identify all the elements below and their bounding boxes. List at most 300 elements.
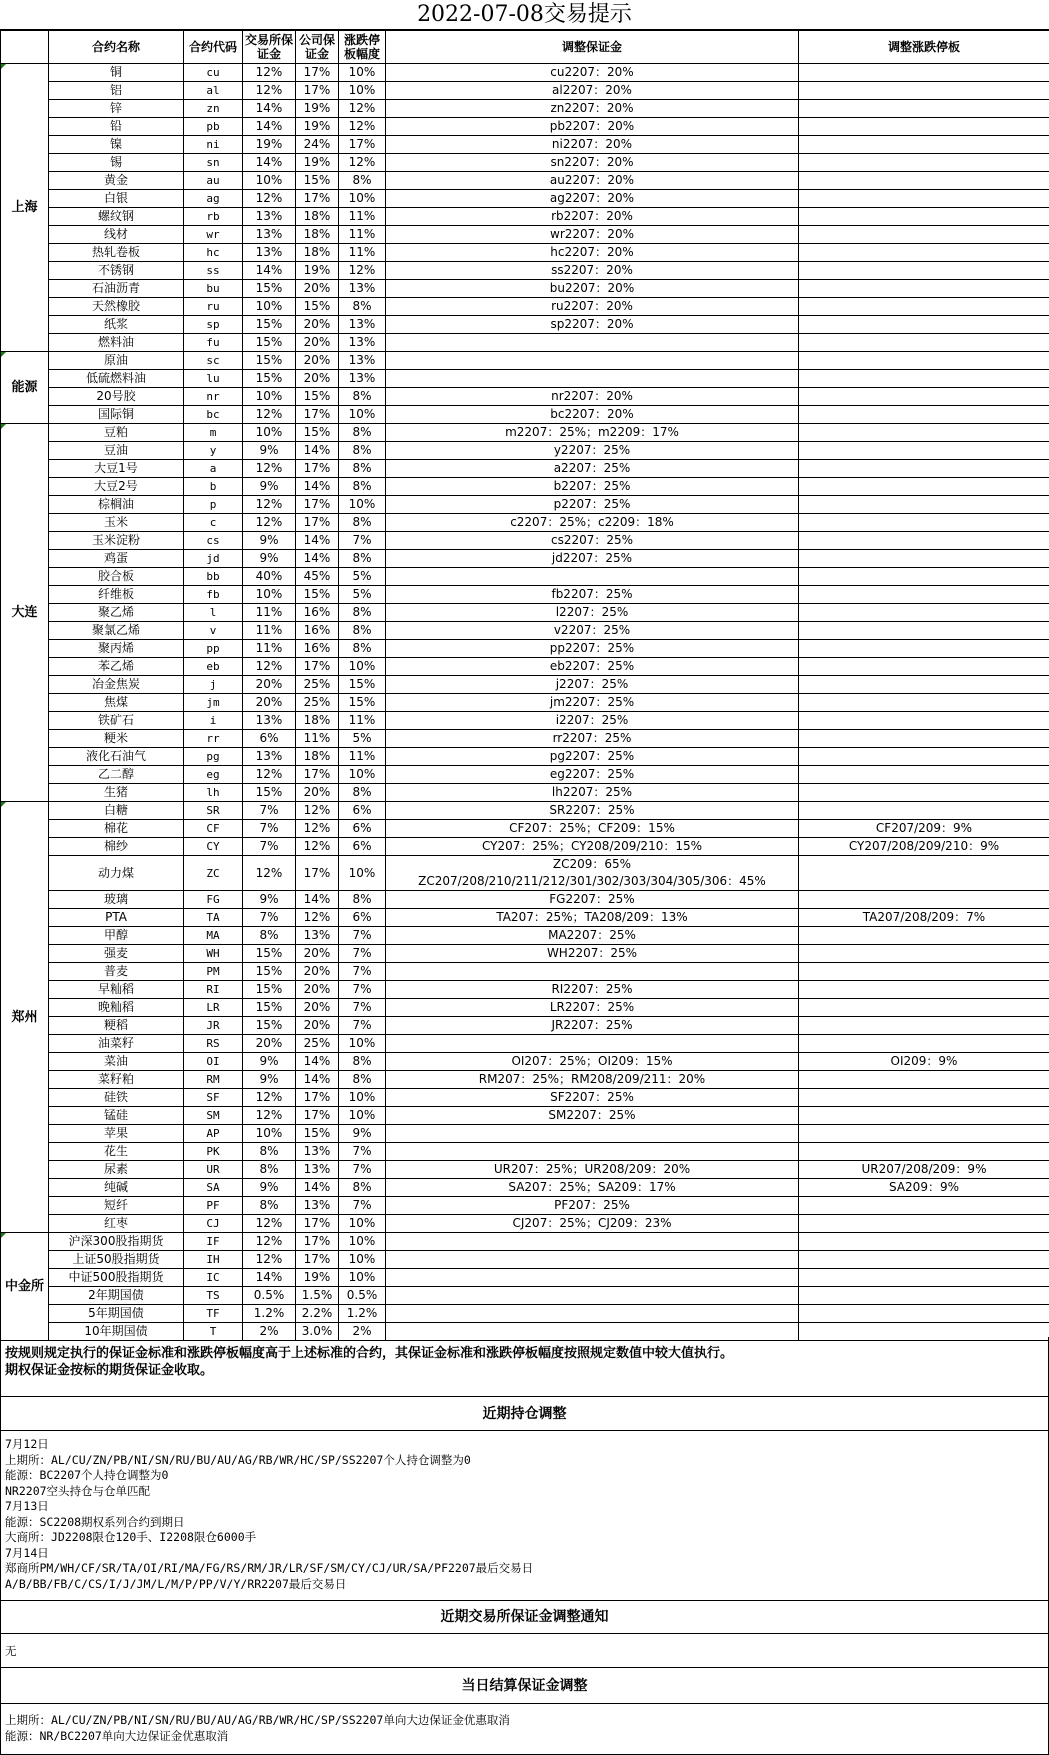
- cell-limit: 8%: [339, 891, 386, 909]
- cell-limit: 8%: [339, 460, 386, 478]
- cell-company-margin: 17%: [296, 460, 339, 478]
- cell-adjust-limit: CF207/209：9%: [799, 820, 1049, 838]
- cell-name: 镍: [49, 136, 184, 154]
- cell-name: 燃料油: [49, 334, 184, 352]
- cell-limit: 8%: [339, 604, 386, 622]
- table-row: [1, 460, 1049, 478]
- cell-adjust-limit: [799, 658, 1049, 676]
- cell-name: 2年期国债: [49, 1287, 184, 1305]
- cell-limit: 10%: [339, 190, 386, 208]
- cell-company-margin: 24%: [296, 136, 339, 154]
- table-row: [1, 298, 1049, 316]
- cell-company-margin: 17%: [296, 856, 339, 891]
- cell-limit: 13%: [339, 280, 386, 298]
- cell-adjust-limit: [799, 1089, 1049, 1107]
- cell-name: 苯乙烯: [49, 658, 184, 676]
- table-row: [1, 640, 1049, 658]
- cell-code: jm: [184, 694, 243, 712]
- cell-adjust-limit: [799, 478, 1049, 496]
- cell-limit: 8%: [339, 550, 386, 568]
- cell-code: PK: [184, 1143, 243, 1161]
- cell-adjust-limit: [799, 334, 1049, 352]
- cell-name: 动力煤: [49, 856, 184, 891]
- cell-company-margin: 25%: [296, 1035, 339, 1053]
- cell-adjust-margin: jd2207：25%: [386, 550, 799, 568]
- cell-company-margin: 17%: [296, 82, 339, 100]
- cell-adjust-margin: ru2207：20%: [386, 298, 799, 316]
- cell-company-margin: 18%: [296, 748, 339, 766]
- cell-code: IF: [184, 1233, 243, 1251]
- table-row: [1, 352, 1049, 370]
- cell-limit: 11%: [339, 748, 386, 766]
- cell-name: 纯碱: [49, 1179, 184, 1197]
- cell-adjust-limit: [799, 640, 1049, 658]
- cell-limit: 8%: [339, 514, 386, 532]
- cell-limit: 6%: [339, 820, 386, 838]
- cell-adjust-margin: ss2207：20%: [386, 262, 799, 280]
- cell-exchange-margin: 9%: [243, 1071, 296, 1089]
- text-line: 能源：NR/BC2207单向大边保证金优惠取消: [5, 1728, 229, 1743]
- text-line: 郑商所PM/WH/CF/SR/TA/OI/RI/MA/FG/RS/RM/JR/LR/SF/SM/CY/CJ/UR/SA/PF2207最后交易日: [5, 1561, 534, 1575]
- cell-company-margin: 17%: [296, 496, 339, 514]
- cell-adjust-margin: LR2207：25%: [386, 999, 799, 1017]
- cell-name: 线材: [49, 226, 184, 244]
- cell-code: j: [184, 676, 243, 694]
- cell-adjust-limit: [799, 748, 1049, 766]
- cell-company-margin: 3.0%: [296, 1323, 339, 1341]
- header-exchange-margin: 交易所保证金: [243, 31, 296, 64]
- cell-name: 白糖: [49, 802, 184, 820]
- cell-company-margin: 14%: [296, 478, 339, 496]
- table-header: [1, 31, 1049, 64]
- cell-name: 棉纱: [49, 838, 184, 856]
- cell-limit: 10%: [339, 406, 386, 424]
- cell-limit: 8%: [339, 622, 386, 640]
- cell-code: m: [184, 424, 243, 442]
- cell-limit: 10%: [339, 1215, 386, 1233]
- cell-name: 天然橡胶: [49, 298, 184, 316]
- cell-code: ru: [184, 298, 243, 316]
- cell-adjust-margin: eg2207：25%: [386, 766, 799, 784]
- cell-limit: 11%: [339, 226, 386, 244]
- table-row: [1, 1035, 1049, 1053]
- table-row: [1, 694, 1049, 712]
- cell-code: a: [184, 460, 243, 478]
- cell-limit: 7%: [339, 532, 386, 550]
- table-row: [1, 424, 1049, 442]
- cell-adjust-limit: [799, 586, 1049, 604]
- cell-name: 聚丙烯: [49, 640, 184, 658]
- cell-adjust-limit: [799, 1143, 1049, 1161]
- cell-code: al: [184, 82, 243, 100]
- cell-adjust-margin: [386, 1035, 799, 1053]
- cell-adjust-margin: [386, 370, 799, 388]
- cell-limit: 7%: [339, 1143, 386, 1161]
- cell-code: bb: [184, 568, 243, 586]
- cell-company-margin: 13%: [296, 1161, 339, 1179]
- cell-company-margin: 19%: [296, 1269, 339, 1287]
- cell-name: 冶金焦炭: [49, 676, 184, 694]
- cell-limit: 8%: [339, 298, 386, 316]
- settlement-adjust-title: 当日结算保证金调整: [0, 1668, 1049, 1704]
- cell-exchange-margin: 13%: [243, 226, 296, 244]
- table-row: [1, 586, 1049, 604]
- cell-limit: 7%: [339, 1197, 386, 1215]
- cell-limit: 13%: [339, 334, 386, 352]
- exchange-cell: 大连: [1, 424, 49, 802]
- cell-code: zn: [184, 100, 243, 118]
- cell-exchange-margin: 15%: [243, 784, 296, 802]
- table-row: [1, 1269, 1049, 1287]
- table-row: [1, 316, 1049, 334]
- cell-code: lh: [184, 784, 243, 802]
- cell-code: au: [184, 172, 243, 190]
- header-company-margin: 公司保证金: [296, 31, 339, 64]
- cell-exchange-margin: 20%: [243, 1035, 296, 1053]
- cell-name: 早籼稻: [49, 981, 184, 999]
- cell-company-margin: 14%: [296, 442, 339, 460]
- cell-code: SM: [184, 1107, 243, 1125]
- table-row: [1, 1143, 1049, 1161]
- cell-adjust-margin: wr2207：20%: [386, 226, 799, 244]
- cell-company-margin: 19%: [296, 118, 339, 136]
- cell-adjust-limit: UR207/208/209：9%: [799, 1161, 1049, 1179]
- cell-adjust-margin: SR2207：25%: [386, 802, 799, 820]
- cell-adjust-margin: rr2207：25%: [386, 730, 799, 748]
- cell-code: ni: [184, 136, 243, 154]
- cell-name: 菜油: [49, 1053, 184, 1071]
- table-row: [1, 838, 1049, 856]
- cell-limit: 12%: [339, 262, 386, 280]
- cell-exchange-margin: 9%: [243, 1179, 296, 1197]
- cell-code: RI: [184, 981, 243, 999]
- table-row: [1, 1107, 1049, 1125]
- cell-name: 5年期国债: [49, 1305, 184, 1323]
- cell-exchange-margin: 9%: [243, 532, 296, 550]
- cell-limit: 10%: [339, 82, 386, 100]
- cell-company-margin: 14%: [296, 550, 339, 568]
- cell-limit: 1.2%: [339, 1305, 386, 1323]
- cell-name: 粳稻: [49, 1017, 184, 1035]
- cell-adjust-margin: [386, 1251, 799, 1269]
- cell-name: 黄金: [49, 172, 184, 190]
- cell-code: hc: [184, 244, 243, 262]
- cell-code: v: [184, 622, 243, 640]
- cell-company-margin: 16%: [296, 604, 339, 622]
- cell-adjust-limit: [799, 352, 1049, 370]
- cell-adjust-margin: i2207：25%: [386, 712, 799, 730]
- header-name: 合约名称: [49, 31, 184, 64]
- cell-exchange-margin: 10%: [243, 388, 296, 406]
- cell-exchange-margin: 9%: [243, 478, 296, 496]
- cell-adjust-margin: [386, 352, 799, 370]
- table-row: [1, 100, 1049, 118]
- cell-adjust-limit: [799, 945, 1049, 963]
- cell-exchange-margin: 19%: [243, 136, 296, 154]
- cell-adjust-margin: WH2207：25%: [386, 945, 799, 963]
- table-row: [1, 1161, 1049, 1179]
- exchange-cell: 中金所: [1, 1233, 49, 1341]
- exchange-notice-title: 近期交易所保证金调整通知: [0, 1601, 1049, 1634]
- cell-adjust-margin: [386, 1143, 799, 1161]
- cell-adjust-limit: [799, 298, 1049, 316]
- cell-code: lu: [184, 370, 243, 388]
- cell-company-margin: 12%: [296, 802, 339, 820]
- cell-adjust-margin: UR207：25%；UR208/209：20%: [386, 1161, 799, 1179]
- cell-name: 焦煤: [49, 694, 184, 712]
- text-line: 大商所：JD2208限仓120手、I2208限仓6000手: [5, 1530, 257, 1544]
- table-row: [1, 856, 1049, 891]
- cell-code: fb: [184, 586, 243, 604]
- cell-name: 铜: [49, 64, 184, 82]
- cell-exchange-margin: 15%: [243, 370, 296, 388]
- cell-adjust-margin: p2207：25%: [386, 496, 799, 514]
- cell-limit: 12%: [339, 118, 386, 136]
- cell-limit: 8%: [339, 172, 386, 190]
- cell-name: 锰硅: [49, 1107, 184, 1125]
- cell-exchange-margin: 12%: [243, 1107, 296, 1125]
- cell-limit: 8%: [339, 478, 386, 496]
- cell-company-margin: 1.5%: [296, 1287, 339, 1305]
- cell-adjust-margin: SF2207：25%: [386, 1089, 799, 1107]
- cell-adjust-margin: l2207：25%: [386, 604, 799, 622]
- cell-exchange-margin: 10%: [243, 586, 296, 604]
- cell-limit: 2%: [339, 1323, 386, 1341]
- cell-adjust-limit: [799, 712, 1049, 730]
- cell-adjust-limit: [799, 784, 1049, 802]
- cell-name: 铁矿石: [49, 712, 184, 730]
- cell-limit: 11%: [339, 712, 386, 730]
- cell-code: PM: [184, 963, 243, 981]
- cell-limit: 5%: [339, 586, 386, 604]
- table-row: [1, 334, 1049, 352]
- cell-adjust-limit: [799, 550, 1049, 568]
- cell-adjust-margin: c2207：25%；c2209：18%: [386, 514, 799, 532]
- cell-adjust-limit: [799, 442, 1049, 460]
- cell-company-margin: 45%: [296, 568, 339, 586]
- cell-limit: 10%: [339, 766, 386, 784]
- cell-code: c: [184, 514, 243, 532]
- table-row: [1, 496, 1049, 514]
- cell-adjust-limit: [799, 1197, 1049, 1215]
- cell-company-margin: 18%: [296, 712, 339, 730]
- table-row: [1, 280, 1049, 298]
- table-row: [1, 820, 1049, 838]
- cell-name: 液化石油气: [49, 748, 184, 766]
- cell-adjust-limit: [799, 316, 1049, 334]
- cell-code: SA: [184, 1179, 243, 1197]
- cell-code: T: [184, 1323, 243, 1341]
- cell-name: 胶合板: [49, 568, 184, 586]
- cell-code: pb: [184, 118, 243, 136]
- cell-exchange-margin: 13%: [243, 712, 296, 730]
- cell-adjust-limit: OI209：9%: [799, 1053, 1049, 1071]
- cell-limit: 10%: [339, 1269, 386, 1287]
- text-line: A/B/BB/FB/C/CS/I/J/JM/L/M/P/PP/V/Y/RR2207最后交易日: [5, 1576, 347, 1591]
- cell-code: LR: [184, 999, 243, 1017]
- cell-exchange-margin: 15%: [243, 963, 296, 981]
- cell-limit: 8%: [339, 424, 386, 442]
- cell-code: bu: [184, 280, 243, 298]
- cell-adjust-margin: eb2207：25%: [386, 658, 799, 676]
- cell-adjust-limit: [799, 963, 1049, 981]
- cell-company-margin: 17%: [296, 190, 339, 208]
- cell-code: JR: [184, 1017, 243, 1035]
- table-row: [1, 766, 1049, 784]
- cell-company-margin: 25%: [296, 694, 339, 712]
- cell-company-margin: 17%: [296, 1233, 339, 1251]
- cell-limit: 10%: [339, 1107, 386, 1125]
- cell-name: 不锈钢: [49, 262, 184, 280]
- cell-code: bc: [184, 406, 243, 424]
- cell-exchange-margin: 10%: [243, 424, 296, 442]
- cell-name: 20号胶: [49, 388, 184, 406]
- cell-adjust-margin: b2207：25%: [386, 478, 799, 496]
- cell-code: l: [184, 604, 243, 622]
- table-row: [1, 1215, 1049, 1233]
- cell-limit: 12%: [339, 154, 386, 172]
- exchange-cell: 能源: [1, 352, 49, 424]
- table-row: [1, 712, 1049, 730]
- cell-name: 棕榈油: [49, 496, 184, 514]
- cell-name: 油菜籽: [49, 1035, 184, 1053]
- table-row: [1, 676, 1049, 694]
- cell-company-margin: 15%: [296, 388, 339, 406]
- table-row: [1, 945, 1049, 963]
- cell-company-margin: 17%: [296, 514, 339, 532]
- cell-adjust-margin: MA2207：25%: [386, 927, 799, 945]
- cell-exchange-margin: 14%: [243, 118, 296, 136]
- cell-adjust-margin: sp2207：20%: [386, 316, 799, 334]
- cell-exchange-margin: 0.5%: [243, 1287, 296, 1305]
- cell-adjust-margin: [386, 1233, 799, 1251]
- table-row: [1, 1089, 1049, 1107]
- cell-exchange-margin: 12%: [243, 64, 296, 82]
- cell-adjust-limit: [799, 244, 1049, 262]
- cell-limit: 8%: [339, 784, 386, 802]
- cell-adjust-margin: [386, 1125, 799, 1143]
- cell-company-margin: 20%: [296, 1017, 339, 1035]
- cell-name: 豆粕: [49, 424, 184, 442]
- cell-adjust-limit: [799, 622, 1049, 640]
- cell-limit: 10%: [339, 496, 386, 514]
- table-row: [1, 1287, 1049, 1305]
- cell-code: CF: [184, 820, 243, 838]
- table-row: [1, 136, 1049, 154]
- header-adjust-limit: 调整涨跌停板: [799, 31, 1049, 64]
- table-row: [1, 604, 1049, 622]
- cell-exchange-margin: 15%: [243, 280, 296, 298]
- cell-exchange-margin: 8%: [243, 927, 296, 945]
- cell-exchange-margin: 2%: [243, 1323, 296, 1341]
- cell-adjust-limit: [799, 694, 1049, 712]
- table-row: [1, 963, 1049, 981]
- cell-exchange-margin: 12%: [243, 514, 296, 532]
- rule-note: [0, 1337, 1049, 1397]
- cell-adjust-margin: sn2207：20%: [386, 154, 799, 172]
- table-row: [1, 244, 1049, 262]
- table-row: [1, 622, 1049, 640]
- cell-adjust-margin: v2207：25%: [386, 622, 799, 640]
- cell-code: wr: [184, 226, 243, 244]
- position-adjust-title: 近期持仓调整: [0, 1397, 1049, 1431]
- cell-company-margin: 17%: [296, 64, 339, 82]
- table-row: [1, 748, 1049, 766]
- table-row: [1, 1017, 1049, 1035]
- cell-adjust-limit: [799, 280, 1049, 298]
- cell-adjust-limit: [799, 1233, 1049, 1251]
- cell-limit: 8%: [339, 1071, 386, 1089]
- cell-adjust-margin: ag2207：20%: [386, 190, 799, 208]
- cell-company-margin: 17%: [296, 658, 339, 676]
- cell-company-margin: 14%: [296, 1053, 339, 1071]
- cell-adjust-margin: ni2207：20%: [386, 136, 799, 154]
- cell-name: 晚籼稻: [49, 999, 184, 1017]
- cell-exchange-margin: 7%: [243, 909, 296, 927]
- cell-company-margin: 15%: [296, 424, 339, 442]
- cell-name: 纸浆: [49, 316, 184, 334]
- cell-name: 玉米: [49, 514, 184, 532]
- cell-adjust-limit: [799, 514, 1049, 532]
- cell-company-margin: 18%: [296, 244, 339, 262]
- table-row: [1, 568, 1049, 586]
- cell-exchange-margin: 12%: [243, 406, 296, 424]
- cell-exchange-margin: 12%: [243, 1233, 296, 1251]
- cell-exchange-margin: 11%: [243, 640, 296, 658]
- cell-adjust-limit: [799, 568, 1049, 586]
- cell-adjust-limit: [799, 856, 1049, 891]
- table-row: [1, 388, 1049, 406]
- cell-exchange-margin: 15%: [243, 945, 296, 963]
- cell-code: eb: [184, 658, 243, 676]
- cell-adjust-margin: [386, 963, 799, 981]
- cell-name: 甲醇: [49, 927, 184, 945]
- cell-code: rb: [184, 208, 243, 226]
- cell-company-margin: 17%: [296, 1215, 339, 1233]
- cell-name: 强麦: [49, 945, 184, 963]
- cell-exchange-margin: 14%: [243, 100, 296, 118]
- cell-code: ZC: [184, 856, 243, 891]
- cell-exchange-margin: 20%: [243, 676, 296, 694]
- cell-limit: 13%: [339, 316, 386, 334]
- cell-adjust-margin: RM207：25%；RM208/209/211：20%: [386, 1071, 799, 1089]
- cell-exchange-margin: 13%: [243, 244, 296, 262]
- cell-adjust-limit: [799, 496, 1049, 514]
- cell-adjust-limit: [799, 208, 1049, 226]
- cell-code: TS: [184, 1287, 243, 1305]
- cell-code: TF: [184, 1305, 243, 1323]
- table-row: [1, 1233, 1049, 1251]
- header-exchange: [1, 31, 49, 64]
- table-row: [1, 1251, 1049, 1269]
- table-row: [1, 226, 1049, 244]
- cell-adjust-margin: [386, 1287, 799, 1305]
- cell-adjust-limit: TA207/208/209：7%: [799, 909, 1049, 927]
- cell-name: 白银: [49, 190, 184, 208]
- cell-code: b: [184, 478, 243, 496]
- cell-code: ss: [184, 262, 243, 280]
- table-row: [1, 442, 1049, 460]
- cell-adjust-limit: [799, 1071, 1049, 1089]
- table-row: [1, 370, 1049, 388]
- cell-company-margin: 14%: [296, 1179, 339, 1197]
- cell-name: 原油: [49, 352, 184, 370]
- text-line: 能源：SC2208期权系列合约到期日: [5, 1514, 185, 1529]
- table-row: [1, 999, 1049, 1017]
- cell-adjust-margin: al2207：20%: [386, 82, 799, 100]
- cell-adjust-limit: [799, 154, 1049, 172]
- cell-adjust-limit: [799, 100, 1049, 118]
